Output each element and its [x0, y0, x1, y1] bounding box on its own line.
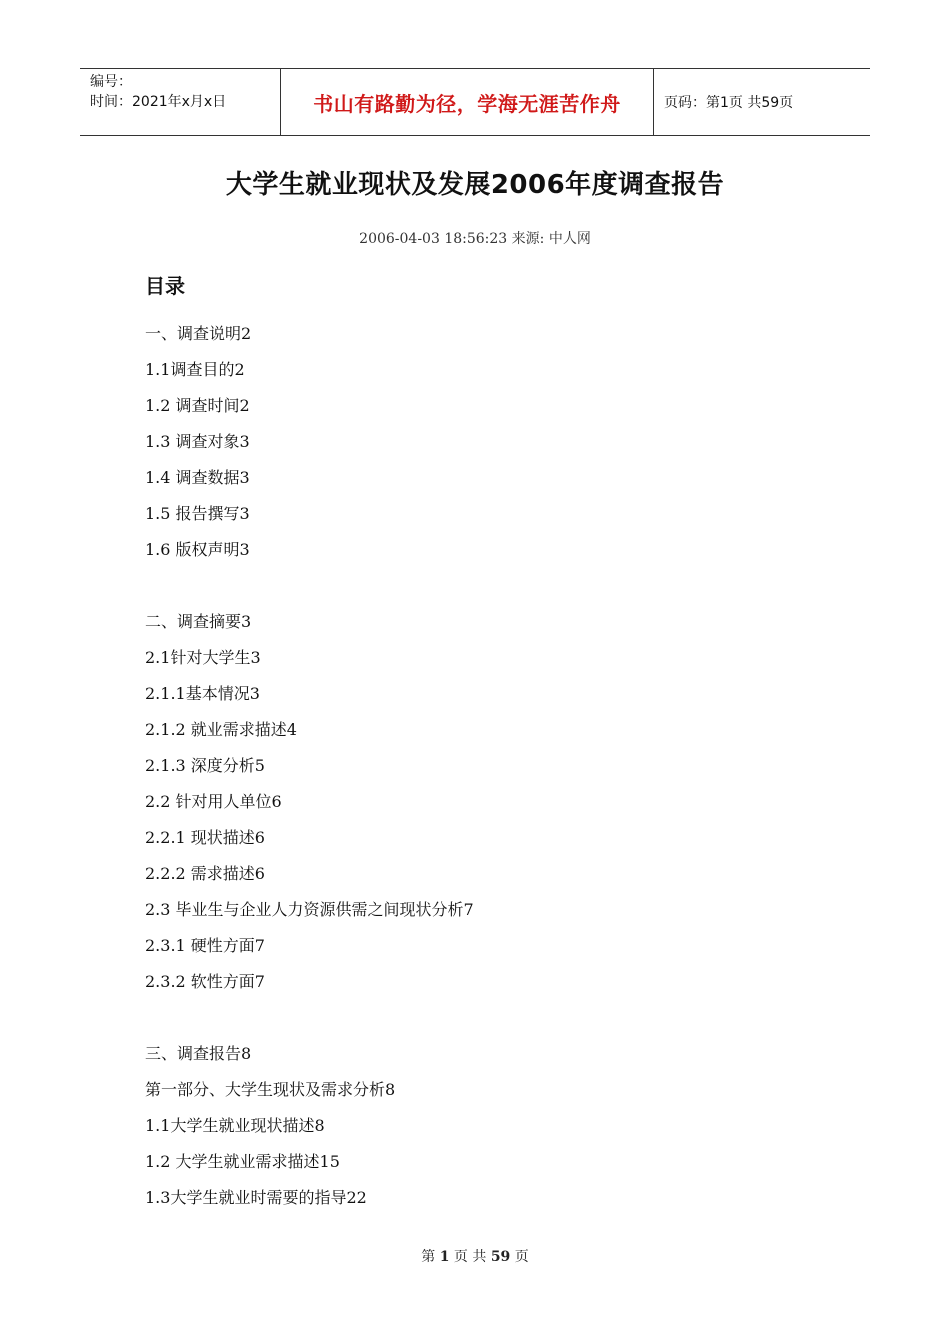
- table-of-contents: [145, 322, 474, 1222]
- document-meta: 2006-04-03 18:56:23 来源: 中人网: [359, 231, 591, 247]
- toc-item[interactable]: 2.2.2 需求描述6: [145, 864, 265, 883]
- toc-heading: 目录: [145, 274, 185, 298]
- toc-item[interactable]: 2.3 毕业生与企业人力资源供需之间现状分析7: [145, 900, 474, 919]
- toc-item[interactable]: 1.3大学生就业时需要的指导22: [145, 1188, 367, 1207]
- toc-item[interactable]: 一、调查说明2: [145, 324, 252, 343]
- footer-middle: 页 共: [453, 1249, 487, 1265]
- date-label: 时间：2021年x月x日: [90, 94, 227, 110]
- toc-item[interactable]: 三、调查报告8: [145, 1044, 252, 1063]
- header-motto: 书山有路勤为径，学海无涯苦作舟: [281, 69, 654, 135]
- toc-item[interactable]: 2.1针对大学生3: [145, 648, 261, 667]
- toc-item[interactable]: 2.1.1基本情况3: [145, 684, 260, 703]
- toc-item[interactable]: 1.4 调查数据3: [145, 468, 250, 487]
- header-info-cell: [80, 69, 281, 135]
- footer-total-pages: 59: [490, 1249, 511, 1265]
- toc-item[interactable]: 1.5 报告撰写3: [145, 504, 250, 523]
- footer-prefix: 第: [421, 1249, 436, 1265]
- header-page-info: 页码：第1页 共59页: [664, 95, 794, 111]
- toc-item[interactable]: 2.1.3 深度分析5: [145, 756, 265, 775]
- toc-item[interactable]: 1.1调查目的2: [145, 360, 245, 379]
- toc-item[interactable]: 2.2.1 现状描述6: [145, 828, 265, 847]
- toc-item[interactable]: 第一部分、大学生现状及需求分析8: [145, 1080, 396, 1099]
- document-title: 大学生就业现状及发展2006年度调查报告: [225, 170, 725, 200]
- toc-item[interactable]: 2.3.1 硬性方面7: [145, 936, 265, 955]
- page-footer: [0, 1246, 950, 1266]
- toc-item[interactable]: 二、调查摘要3: [145, 612, 252, 631]
- toc-item[interactable]: 1.3 调查对象3: [145, 432, 250, 451]
- footer-current-page: 1: [439, 1249, 450, 1265]
- toc-item[interactable]: 1.1大学生就业现状描述8: [145, 1116, 325, 1135]
- toc-item[interactable]: 1.2 调查时间2: [145, 396, 250, 415]
- serial-number-label: 编号：: [90, 74, 132, 90]
- toc-item[interactable]: 2.1.2 就业需求描述4: [145, 720, 297, 739]
- toc-item[interactable]: 2.2 针对用人单位6: [145, 792, 282, 811]
- toc-item[interactable]: 2.3.2 软性方面7: [145, 972, 265, 991]
- footer-suffix: 页: [514, 1249, 529, 1265]
- toc-item[interactable]: 1.6 版权声明3: [145, 540, 250, 559]
- toc-item[interactable]: 1.2 大学生就业需求描述15: [145, 1152, 340, 1171]
- page-header-table: [80, 68, 870, 136]
